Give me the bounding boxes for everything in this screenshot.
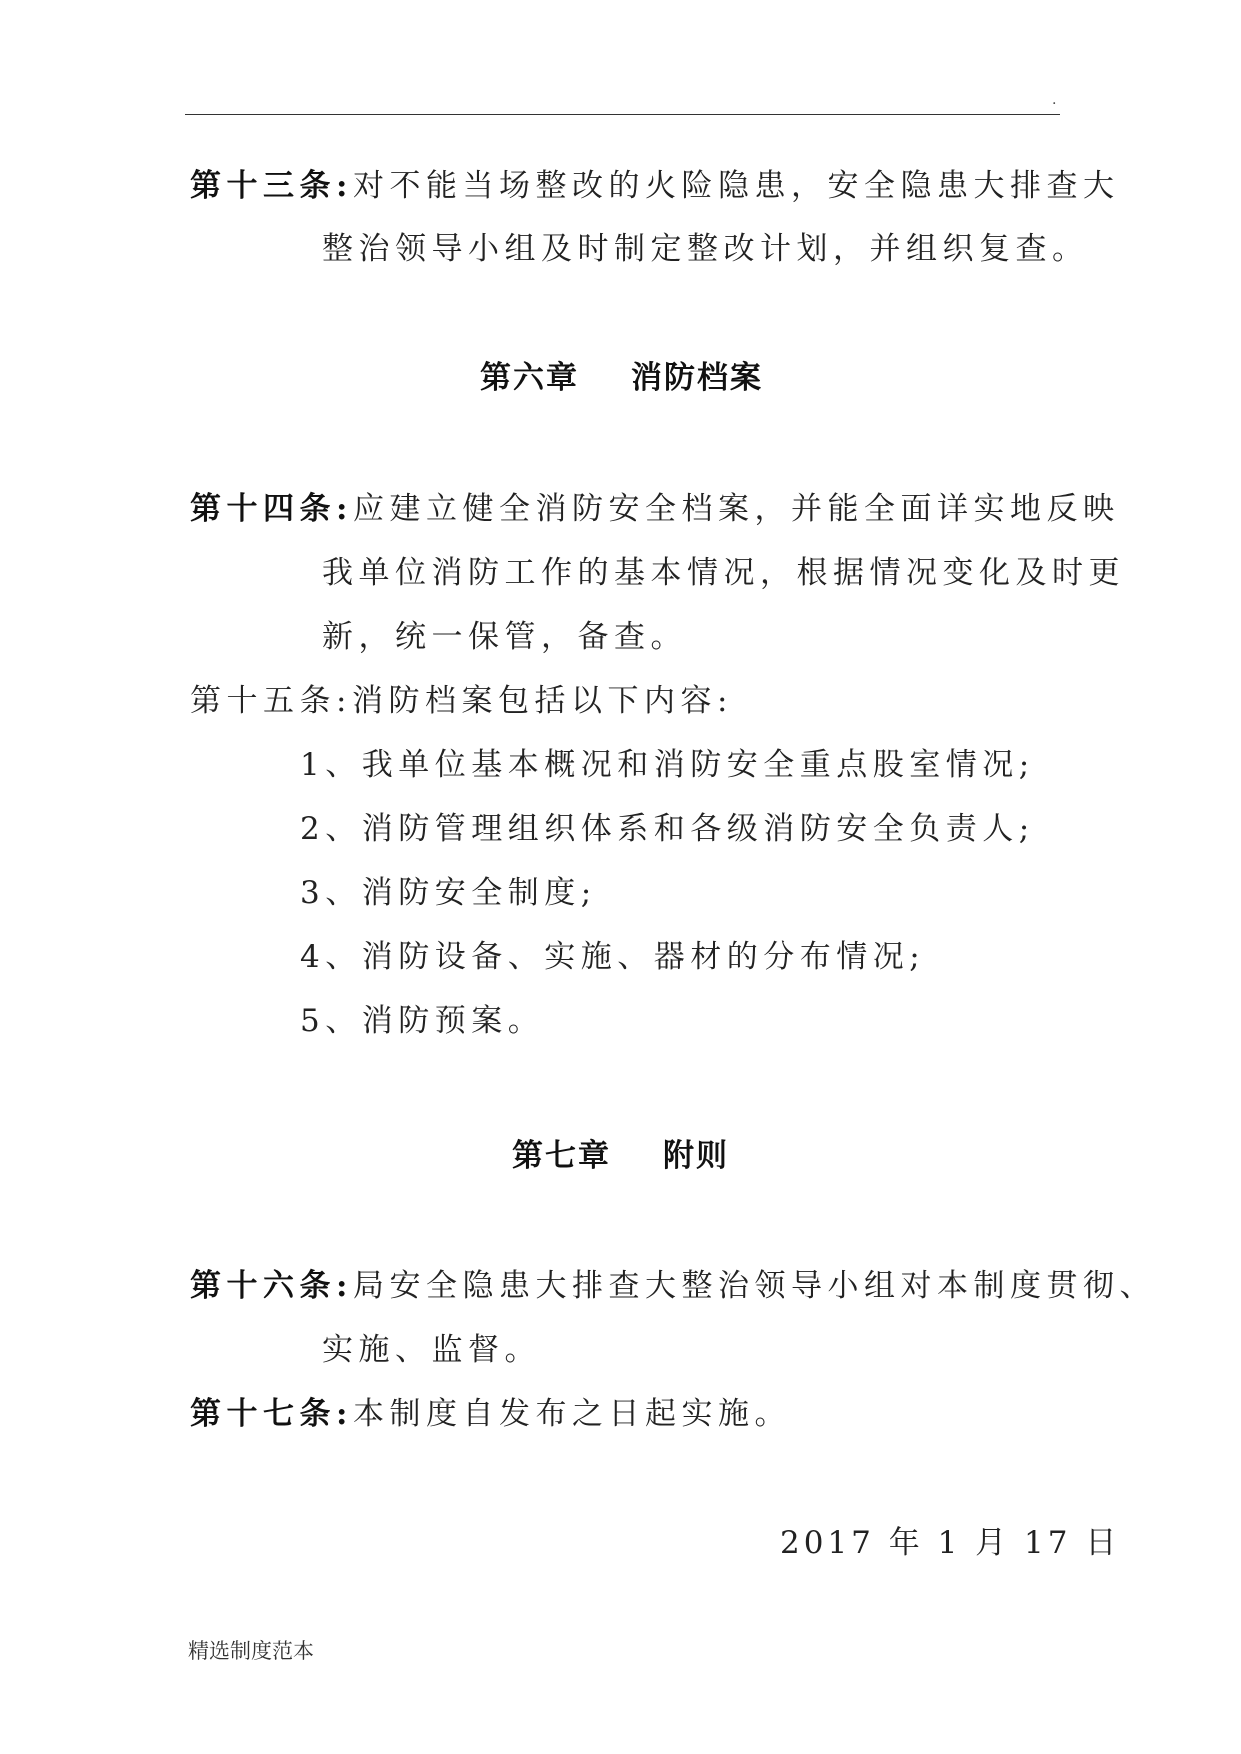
article-13-label: 第十三条: [190, 168, 353, 204]
article-14-line-1 [190, 489, 1119, 529]
article-13-line-1 [190, 166, 1119, 206]
article-14-label: 第十四条: [190, 491, 353, 527]
list-item: 2、消防管理组织体系和各级消防安全负责人; [300, 811, 1035, 847]
chapter-6-title: 消防档案 [631, 360, 763, 396]
footer-text: 精选制度范本 [188, 1639, 314, 1663]
article-14-line-2: 我单位消防工作的基本情况，根据情况变化及时更 [322, 555, 1125, 591]
list-item: 1、我单位基本概况和消防安全重点股室情况; [300, 747, 1035, 783]
article-15-label: 第十五条: [190, 683, 352, 719]
list-item: 4、消防设备、实施、器材的分布情况; [300, 939, 926, 975]
article-13-line-2: 整治领导小组及时制定整改计划，并组织复查。 [322, 231, 1089, 267]
article-17-label: 第十七条: [190, 1396, 353, 1432]
chapter-7-heading [512, 1136, 729, 1176]
document-date: 2017 年 1 月 17 日 [780, 1525, 1121, 1561]
chapter-7-number: 第七章 [512, 1138, 611, 1174]
list-item: 5、消防预案。 [300, 1003, 545, 1039]
chapter-6-heading [480, 358, 763, 398]
article-16-line-1 [190, 1266, 1156, 1306]
article-17-text: 本制度自发布之日起实施。 [352, 1396, 791, 1432]
header-dot: . [1052, 92, 1057, 108]
list-item: 3、消防安全制度; [300, 875, 597, 911]
article-15-line [190, 681, 733, 721]
article-16-text-1: 局安全隐患大排查大整治领导小组对本制度贯彻、 [352, 1268, 1156, 1304]
article-15-intro: 消防档案包括以下内容: [351, 683, 733, 719]
chapter-6-number: 第六章 [480, 360, 579, 396]
article-16-label: 第十六条: [190, 1268, 353, 1304]
article-16-line-2: 实施、监督。 [322, 1332, 541, 1368]
chapter-7-title: 附则 [663, 1138, 729, 1174]
article-14-line-3: 新，统一保管，备查。 [322, 619, 687, 655]
article-13-text-1: 对不能当场整改的火险隐患，安全隐患大排查大 [352, 168, 1120, 204]
header-rule [185, 114, 1060, 115]
article-17-line [190, 1394, 791, 1434]
article-14-text-1: 应建立健全消防安全档案，并能全面详实地反映 [352, 491, 1120, 527]
